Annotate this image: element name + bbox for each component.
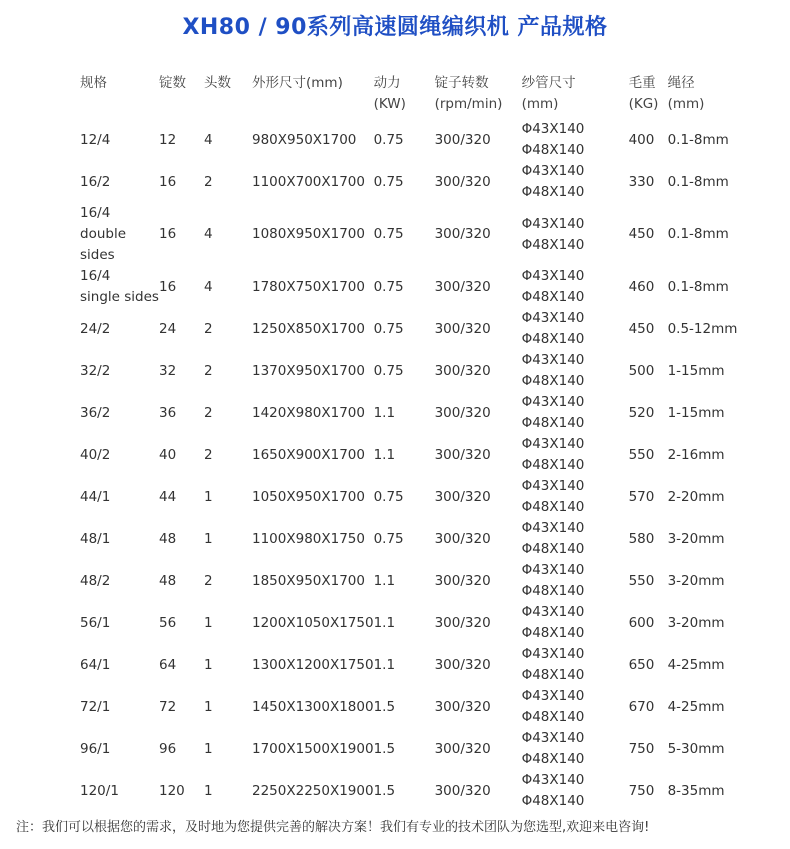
cell-speed: 300/320 (434, 530, 491, 547)
cell-power: 0.75 (373, 320, 404, 337)
cell-size: 1080X950X1700 (252, 226, 365, 242)
cell-spec: 48/2 (80, 572, 111, 589)
cell-spindles: 40 (159, 446, 177, 463)
cell-rope: 1-15mm (667, 404, 725, 421)
cell-speed: 300/320 (434, 614, 491, 631)
cell-weight: 570 (628, 488, 655, 505)
cell-size: 1100X980X1750 (252, 530, 365, 547)
cell-spindles: 24 (159, 320, 177, 337)
cell-spec: 56/1 (80, 614, 111, 631)
cell-power: 1.1 (373, 572, 396, 589)
cell-weight: 450 (628, 320, 655, 337)
cell-rope: 4-25mm (667, 698, 725, 715)
cell-rope: 3-20mm (667, 572, 725, 589)
cell-heads: 1 (204, 530, 213, 547)
cell-bobbin (522, 308, 629, 350)
header-power: 动力 (KW) (373, 75, 406, 112)
cell-size: 1850X950X1700 (252, 572, 365, 589)
cell-bobbin-line: Φ43X140 (521, 436, 585, 452)
cell-spec (80, 266, 159, 308)
cell-heads: 2 (204, 572, 213, 589)
cell-bobbin-line: Φ43X140 (521, 772, 585, 788)
table-row (80, 560, 748, 602)
header-spec: 规格 (80, 75, 107, 91)
cell-bobbin-line: Φ48X140 (521, 331, 585, 347)
cell-bobbin (522, 266, 629, 308)
cell-spindles: 16 (159, 173, 177, 190)
cell-bobbin-line: Φ43X140 (521, 730, 585, 746)
cell-bobbin (522, 350, 629, 392)
cell-weight: 400 (628, 131, 655, 148)
cell-weight: 750 (628, 782, 655, 799)
cell-speed: 300/320 (434, 698, 491, 715)
cell-spindles: 16 (159, 226, 177, 242)
cell-heads: 1 (204, 698, 213, 715)
cell-size: 1700X1500X1900 (252, 740, 374, 757)
cell-bobbin-line: Φ43X140 (521, 646, 585, 662)
cell-bobbin-line: Φ43X140 (521, 520, 585, 536)
cell-power: 1.1 (373, 446, 396, 463)
cell-speed: 300/320 (434, 782, 491, 799)
header-row (80, 73, 748, 119)
cell-size: 1650X900X1700 (252, 446, 365, 463)
table-row (80, 266, 748, 308)
cell-power: 0.75 (373, 278, 404, 295)
cell-weight: 550 (628, 572, 655, 589)
cell-size: 1100X700X1700 (252, 173, 365, 190)
header-rope: 绳径 (mm) (667, 75, 705, 112)
cell-spec: 96/1 (80, 740, 111, 757)
cell-bobbin (522, 434, 629, 476)
table-row (80, 602, 748, 644)
table-row (80, 350, 748, 392)
cell-speed: 300/320 (434, 488, 491, 505)
cell-heads: 2 (204, 173, 213, 190)
cell-bobbin-line: Φ43X140 (521, 394, 585, 410)
cell-spec-line: single sides (80, 289, 159, 305)
cell-power: 1.5 (373, 782, 396, 799)
cell-bobbin (522, 602, 629, 644)
cell-power: 1.5 (373, 698, 396, 715)
cell-weight: 550 (628, 446, 655, 463)
cell-spindles: 64 (159, 656, 177, 673)
cell-speed: 300/320 (434, 278, 491, 295)
cell-spindles: 48 (159, 572, 177, 589)
header-weight: 毛重 (KG) (628, 75, 659, 112)
cell-bobbin-line: Φ43X140 (521, 310, 585, 326)
cell-heads: 4 (204, 131, 213, 148)
cell-spec: 32/2 (80, 362, 111, 379)
table-row (80, 476, 748, 518)
cell-power: 1.1 (373, 656, 396, 673)
cell-power: 0.75 (373, 530, 404, 547)
cell-size: 1450X1300X1800 (252, 698, 374, 715)
cell-power: 0.75 (373, 488, 404, 505)
cell-power: 0.75 (373, 226, 404, 242)
cell-weight: 500 (628, 362, 655, 379)
cell-heads: 2 (204, 320, 213, 337)
cell-weight: 650 (628, 656, 655, 673)
cell-rope: 0.1-8mm (667, 278, 729, 295)
cell-weight: 580 (628, 530, 655, 547)
header-spindles: 锭数 (159, 75, 186, 91)
cell-bobbin-line: Φ48X140 (521, 793, 585, 809)
table-row (80, 119, 748, 161)
page-title: XH80 / 90系列高速圆绳编织机 产品规格 (182, 15, 608, 40)
cell-bobbin-line: Φ48X140 (521, 184, 585, 200)
spec-table (80, 73, 748, 812)
cell-weight: 330 (628, 173, 655, 190)
cell-bobbin (522, 476, 629, 518)
cell-heads: 4 (204, 226, 213, 242)
cell-heads: 1 (204, 614, 213, 631)
cell-weight: 750 (628, 740, 655, 757)
header-speed: 锭子转数 (rpm/min) (434, 75, 503, 112)
cell-bobbin-line: Φ48X140 (521, 583, 585, 599)
spec-table-body (80, 119, 748, 812)
cell-rope: 3-20mm (667, 530, 725, 547)
cell-spindles: 36 (159, 404, 177, 421)
cell-spec: 44/1 (80, 488, 111, 505)
cell-heads: 2 (204, 404, 213, 421)
table-row (80, 728, 748, 770)
cell-size: 1420X980X1700 (252, 404, 365, 421)
cell-bobbin-line: Φ43X140 (521, 688, 585, 704)
cell-weight: 670 (628, 698, 655, 715)
footer-note: 注：我们可以根据您的需求，及时地为您提供完善的解决方案！我们有专业的技术团队为您选型,欢迎来电咨询! (16, 820, 650, 835)
cell-bobbin-line: Φ48X140 (521, 289, 585, 305)
header-heads: 头数 (204, 75, 231, 91)
cell-spec: 16/2 (80, 173, 111, 190)
cell-spindles: 12 (159, 131, 177, 148)
cell-bobbin-line: Φ48X140 (521, 541, 585, 557)
cell-speed: 300/320 (434, 446, 491, 463)
cell-heads: 2 (204, 446, 213, 463)
cell-bobbin-line: Φ48X140 (521, 457, 585, 473)
cell-heads: 1 (204, 656, 213, 673)
cell-spec: 64/1 (80, 656, 111, 673)
cell-size: 1250X850X1700 (252, 320, 365, 337)
cell-spindles: 56 (159, 614, 177, 631)
cell-bobbin-line: Φ48X140 (521, 236, 585, 253)
cell-spec-line: 16/4 (80, 268, 111, 284)
cell-bobbin (522, 119, 629, 161)
cell-rope: 0.1-8mm (667, 173, 729, 190)
cell-bobbin-line: Φ43X140 (521, 268, 585, 284)
header-size: 外形尺寸(mm) (252, 75, 343, 91)
cell-rope: 4-25mm (667, 656, 725, 673)
cell-rope: 8-35mm (667, 782, 725, 799)
cell-bobbin (522, 686, 629, 728)
cell-weight: 520 (628, 404, 655, 421)
cell-spindles: 16 (159, 278, 177, 295)
cell-spec-line: sides (80, 247, 115, 263)
cell-bobbin-line: Φ43X140 (521, 478, 585, 494)
cell-spec: 72/1 (80, 698, 111, 715)
cell-rope: 0.1-8mm (667, 131, 729, 148)
cell-speed: 300/320 (434, 572, 491, 589)
cell-power: 1.5 (373, 740, 396, 757)
cell-spindles: 96 (159, 740, 177, 757)
cell-bobbin-line: Φ43X140 (521, 352, 585, 368)
cell-power: 1.1 (373, 614, 396, 631)
cell-spec: 36/2 (80, 404, 111, 421)
table-row (80, 770, 748, 812)
cell-bobbin-line: Φ48X140 (521, 373, 585, 389)
cell-heads: 4 (204, 278, 213, 295)
cell-weight: 600 (628, 614, 655, 631)
cell-spec: 24/2 (80, 320, 111, 337)
cell-speed: 300/320 (434, 320, 491, 337)
cell-size: 2250X2250X1900 (252, 782, 374, 799)
cell-size: 980X950X1700 (252, 131, 357, 148)
table-row (80, 518, 748, 560)
cell-spindles: 32 (159, 362, 177, 379)
cell-rope: 2-16mm (667, 446, 725, 463)
cell-bobbin (522, 770, 629, 812)
cell-spindles: 48 (159, 530, 177, 547)
cell-rope: 3-20mm (667, 614, 725, 631)
cell-weight: 460 (628, 278, 655, 295)
table-row (80, 161, 748, 203)
cell-size: 1300X1200X1750 (252, 656, 374, 673)
cell-bobbin-line: Φ48X140 (521, 625, 585, 641)
cell-rope: 0.1-8mm (667, 226, 729, 242)
cell-speed: 300/320 (434, 656, 491, 673)
cell-bobbin-line: Φ48X140 (521, 499, 585, 515)
cell-heads: 2 (204, 362, 213, 379)
cell-bobbin (522, 728, 629, 770)
cell-speed: 300/320 (434, 131, 491, 148)
cell-bobbin (522, 203, 629, 266)
cell-speed: 300/320 (434, 173, 491, 190)
table-row (80, 203, 748, 266)
cell-spec-line: double (80, 226, 127, 242)
table-row (80, 686, 748, 728)
cell-power: 0.75 (373, 173, 404, 190)
cell-size: 1780X750X1700 (252, 278, 365, 295)
cell-bobbin (522, 644, 629, 686)
cell-speed: 300/320 (434, 404, 491, 421)
cell-spindles: 72 (159, 698, 177, 715)
cell-bobbin-line: Φ43X140 (521, 562, 585, 578)
cell-rope: 0.5-12mm (667, 320, 738, 337)
cell-speed: 300/320 (434, 226, 491, 242)
cell-spec: 120/1 (80, 782, 119, 799)
cell-heads: 1 (204, 488, 213, 505)
cell-bobbin-line: Φ48X140 (521, 751, 585, 767)
cell-bobbin-line: Φ43X140 (521, 215, 585, 232)
cell-bobbin (522, 560, 629, 602)
cell-spec: 48/1 (80, 530, 111, 547)
cell-spec-line: 16/4 (80, 205, 111, 221)
cell-bobbin (522, 518, 629, 560)
table-row (80, 308, 748, 350)
cell-heads: 1 (204, 740, 213, 757)
cell-bobbin-line: Φ43X140 (521, 163, 585, 179)
cell-bobbin-line: Φ48X140 (521, 667, 585, 683)
cell-rope: 2-20mm (667, 488, 725, 505)
cell-bobbin-line: Φ48X140 (521, 709, 585, 725)
cell-speed: 300/320 (434, 362, 491, 379)
cell-size: 1050X950X1700 (252, 488, 365, 505)
cell-bobbin-line: Φ48X140 (521, 142, 585, 158)
cell-size: 1370X950X1700 (252, 362, 365, 379)
table-row (80, 644, 748, 686)
cell-size: 1200X1050X1750 (252, 614, 374, 631)
cell-power: 1.1 (373, 404, 396, 421)
cell-bobbin-line: Φ43X140 (521, 121, 585, 137)
cell-speed: 300/320 (434, 740, 491, 757)
cell-power: 0.75 (373, 362, 404, 379)
cell-spindles: 44 (159, 488, 177, 505)
cell-bobbin-line: Φ48X140 (521, 415, 585, 431)
cell-bobbin (522, 392, 629, 434)
cell-heads: 1 (204, 782, 213, 799)
header-bobbin: 纱管尺寸 (mm) (521, 75, 576, 112)
table-row (80, 434, 748, 476)
cell-spec: 12/4 (80, 131, 111, 148)
cell-weight: 450 (628, 226, 655, 242)
cell-power: 0.75 (373, 131, 404, 148)
table-row (80, 392, 748, 434)
cell-bobbin-line: Φ43X140 (521, 604, 585, 620)
cell-spec: 40/2 (80, 446, 111, 463)
cell-bobbin (522, 161, 629, 203)
cell-rope: 5-30mm (667, 740, 725, 757)
cell-spec (80, 203, 159, 266)
cell-rope: 1-15mm (667, 362, 725, 379)
cell-spindles: 120 (159, 782, 185, 799)
